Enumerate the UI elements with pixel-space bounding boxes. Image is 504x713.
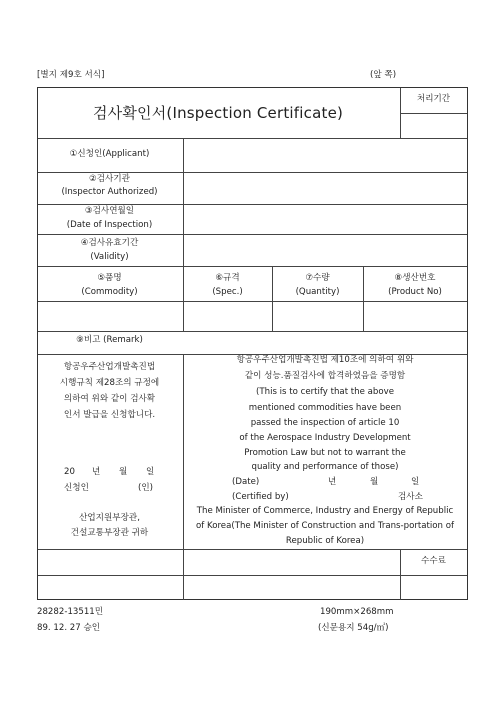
minister-line-2: of Korea(The Minister of Construction and Trans-portation of bbox=[195, 521, 454, 531]
spec-header-en: (Spec.) bbox=[212, 287, 243, 297]
inspection-office-label: 검사소 bbox=[398, 492, 423, 502]
spec-header-ko: ⑥규격 bbox=[215, 273, 240, 283]
application-line-2: 시행규칙 제28조의 규정에 bbox=[59, 378, 160, 388]
fee-label: 수수료 bbox=[421, 556, 446, 566]
application-line-1: 항공우주산업개발촉진법 bbox=[63, 362, 156, 372]
applicant-sign-label: 신청인 bbox=[64, 483, 89, 493]
cert-month-label: 월 bbox=[370, 477, 379, 487]
cert-day-label: 일 bbox=[411, 477, 420, 487]
application-year-number: 20 bbox=[64, 467, 75, 477]
cert-line-8: quality and performance of those) bbox=[251, 462, 399, 472]
processing-period-label: 처리기간 bbox=[416, 94, 451, 104]
addressee-line-2: 건설교통부장관 귀하 bbox=[70, 528, 149, 538]
approval-date: 89. 12. 27 승인 bbox=[37, 623, 101, 633]
validity-label-ko: ④검사유효기간 bbox=[80, 238, 139, 248]
application-day-label: 일 bbox=[146, 467, 155, 477]
validity-label-en: (Validity) bbox=[90, 252, 129, 262]
cert-line-3: (This is to certify that the above bbox=[256, 387, 394, 397]
remark-label: ⑨비고 (Remark) bbox=[76, 335, 143, 345]
minister-line-1: The Minister of Commerce, Industry and Energy of Republic bbox=[196, 506, 454, 516]
paper-type: (신문용지 54g/㎡) bbox=[318, 623, 389, 633]
inspection-date-label-ko: ③검사연월일 bbox=[84, 206, 135, 216]
application-month-label: 월 bbox=[119, 467, 128, 477]
addressee-line-1: 산업지원부장관, bbox=[79, 513, 140, 523]
application-line-3: 의하여 위와 같이 검사확 bbox=[63, 394, 156, 404]
paper-size: 190mm×268mm bbox=[320, 607, 394, 617]
form-code: 28282-13511민 bbox=[37, 607, 104, 617]
cert-line-2: 같이 성능.품질검사에 합격하였음을 증명함 bbox=[244, 371, 406, 381]
form-number: [별지 제9호 서식] bbox=[37, 70, 105, 80]
commodity-header-ko: ⑤품명 bbox=[97, 273, 122, 283]
inspector-label-en: (Inspector Authorized) bbox=[61, 187, 158, 197]
page-side-label: (앞 쪽) bbox=[370, 70, 397, 80]
cert-year-label: 년 bbox=[328, 477, 337, 487]
quantity-header-ko: ⑦수량 bbox=[305, 273, 330, 283]
certified-by-label: (Certified by) bbox=[232, 492, 289, 502]
cert-line-5: passed the inspection of article 10 bbox=[250, 418, 400, 428]
product-no-header-en: (Product No) bbox=[388, 287, 442, 297]
application-line-4: 인서 발급을 신청합니다. bbox=[63, 410, 156, 420]
inspector-label-ko: ②검사기관 bbox=[89, 174, 130, 184]
cert-date-label: (Date) bbox=[232, 477, 260, 487]
commodity-header-en: (Commodity) bbox=[81, 287, 138, 297]
applicant-label: ①신청인(Applicant) bbox=[69, 149, 150, 159]
inspection-date-label-en: (Date of Inspection) bbox=[66, 220, 153, 230]
cert-line-1: 항공우주산업개발촉진법 제10조에 의하여 위와 bbox=[236, 355, 414, 365]
quantity-header-en: (Quantity) bbox=[295, 287, 340, 297]
applicant-seal-mark: (인) bbox=[138, 483, 154, 493]
cert-line-4: mentioned commodities have been bbox=[248, 403, 402, 413]
minister-line-3: Republic of Korea) bbox=[285, 536, 365, 546]
cert-line-7: Promotion Law but not to warrant the bbox=[244, 448, 406, 458]
cert-line-6: of the Aerospace Industry Development bbox=[239, 433, 411, 443]
certificate-title: 검사확인서(Inspection Certificate) bbox=[92, 104, 344, 122]
product-no-header-ko: ⑧생산번호 bbox=[394, 273, 436, 283]
application-year-label: 년 bbox=[92, 467, 101, 477]
